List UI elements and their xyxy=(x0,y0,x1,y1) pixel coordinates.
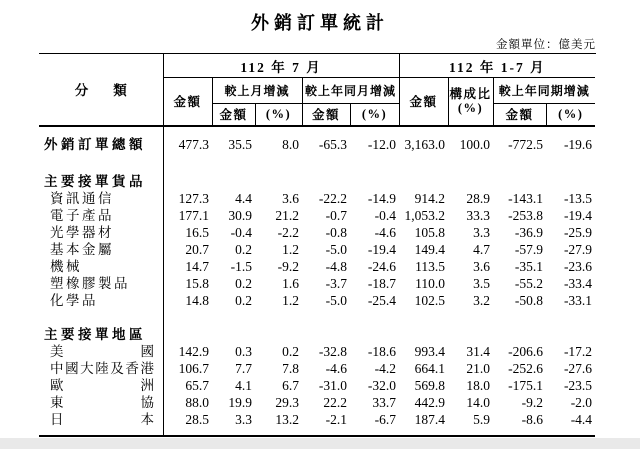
cell-value: 33.3 xyxy=(466,207,491,223)
cell-value: 100.0 xyxy=(459,136,491,152)
row-label: 基本金屬 xyxy=(39,241,163,258)
cell-value: -2.1 xyxy=(325,411,347,427)
table-row xyxy=(39,377,595,394)
cell-value: -0.7 xyxy=(325,207,347,223)
table-row xyxy=(39,292,595,309)
header-pct: (%) xyxy=(558,106,584,121)
table-row xyxy=(39,394,595,411)
cell-value: -25.9 xyxy=(563,224,593,240)
section-spacer xyxy=(163,163,595,190)
cell-value: 6.7 xyxy=(282,377,299,393)
header-amount: 金額 xyxy=(493,104,546,126)
cell-value: 4.4 xyxy=(235,190,252,206)
header-pct: (%) xyxy=(350,104,399,126)
header-amount: 金額 xyxy=(302,104,350,126)
table-body xyxy=(39,126,595,436)
row-label xyxy=(39,360,163,377)
cell-value: 1.6 xyxy=(282,275,299,291)
cell-value: -19.6 xyxy=(563,136,593,152)
cell-value: -0.4 xyxy=(230,224,252,240)
header-yoy-month-change: 較上年同月增減 xyxy=(302,78,399,104)
section-spacer xyxy=(163,309,595,343)
table-row xyxy=(39,275,595,292)
cell-value: 22.2 xyxy=(323,394,347,410)
cell-value: 102.5 xyxy=(414,292,446,308)
cell-value: 13.2 xyxy=(275,411,299,427)
cell-value: 88.0 xyxy=(185,394,209,410)
table-row xyxy=(39,126,595,163)
header-amount: 金額 xyxy=(212,104,255,126)
cell-value: -22.2 xyxy=(318,190,347,206)
page-title: 外銷訂單統計 xyxy=(251,13,389,33)
row-label: 電子產品 xyxy=(39,207,163,224)
cell-value: -4.8 xyxy=(325,258,347,274)
cell-value: -14.9 xyxy=(367,190,397,206)
cell-value: -32.8 xyxy=(318,343,347,359)
cell-value: 15.8 xyxy=(185,275,209,291)
cell-value: 28.5 xyxy=(185,411,209,427)
cell-value: 3.3 xyxy=(235,411,252,427)
table-row xyxy=(39,241,595,258)
cell-value: 3.2 xyxy=(473,292,491,308)
header-amount: 金額 xyxy=(399,78,448,126)
cell-value: -27.6 xyxy=(563,360,593,376)
cell-value: 0.3 xyxy=(235,343,252,359)
cell-value: -3.7 xyxy=(325,275,347,291)
cell-value: -9.2 xyxy=(521,394,544,410)
cell-value: -2.2 xyxy=(277,224,299,240)
table-row xyxy=(39,190,595,207)
cell-value: -4.6 xyxy=(374,224,397,240)
row-label xyxy=(39,377,163,394)
cell-value: -252.6 xyxy=(508,360,544,376)
cell-value: 31.4 xyxy=(466,343,491,359)
row-label: 外銷訂單總額 xyxy=(39,126,163,163)
cell-value: -8.6 xyxy=(521,411,544,427)
cell-value: 0.2 xyxy=(282,343,299,359)
header-category: 分類 xyxy=(39,54,163,126)
row-label: 機械 xyxy=(39,258,163,275)
header-composition-pct: (%) xyxy=(457,101,484,116)
cell-value: -175.1 xyxy=(508,377,544,393)
table-row xyxy=(39,343,595,360)
cell-value: -32.0 xyxy=(367,377,397,393)
cell-value: -33.4 xyxy=(563,275,593,291)
cell-value: 7.8 xyxy=(282,360,299,376)
cell-value: 4.7 xyxy=(473,241,491,257)
table-row xyxy=(39,411,595,436)
cell-value: 187.4 xyxy=(414,411,446,427)
cell-value: 127.3 xyxy=(178,190,209,206)
cell-value: -57.9 xyxy=(514,241,544,257)
table-row xyxy=(39,163,595,190)
header-yoy-period-change: 較上年同期增減 xyxy=(493,78,595,104)
cell-value: 3.6 xyxy=(282,190,299,206)
cell-value: 177.1 xyxy=(178,207,209,223)
row-label: 資訊通信 xyxy=(39,190,163,207)
table-row xyxy=(39,207,595,224)
cell-value: 8.0 xyxy=(282,136,299,152)
cell-value: 149.4 xyxy=(414,241,446,257)
cell-value: 14.7 xyxy=(185,258,209,274)
cell-value: 28.9 xyxy=(466,190,491,206)
cell-value: -4.6 xyxy=(325,360,347,376)
cell-value: 21.0 xyxy=(466,360,491,376)
header-composition-label: 構成比 xyxy=(449,87,492,102)
cell-value: -1.5 xyxy=(230,258,252,274)
cell-value: 21.2 xyxy=(275,207,299,223)
row-label-text: 歐洲 xyxy=(50,377,154,393)
table-row xyxy=(39,309,595,343)
cell-value: 16.5 xyxy=(185,224,209,240)
cell-value: 18.0 xyxy=(466,377,491,393)
cell-value: 0.2 xyxy=(235,275,252,291)
cell-value: -35.1 xyxy=(514,258,544,274)
cell-value: 29.3 xyxy=(275,394,299,410)
cell-value: 1.2 xyxy=(282,292,299,308)
cell-value: -25.4 xyxy=(367,292,397,308)
cell-value: 35.5 xyxy=(228,136,252,152)
row-label: 主要接單貨品 xyxy=(39,163,163,190)
cell-value: -2.0 xyxy=(570,394,593,410)
cell-value: 65.7 xyxy=(185,377,209,393)
cell-value: 19.9 xyxy=(228,394,252,410)
orders-table xyxy=(39,53,595,437)
row-label: 塑橡膠製品 xyxy=(39,275,163,292)
cell-value: -18.7 xyxy=(367,275,397,291)
cell-value: 3.6 xyxy=(473,258,491,274)
cell-value: 569.8 xyxy=(414,377,446,393)
cell-value: -143.1 xyxy=(508,190,544,206)
cell-value: -27.9 xyxy=(563,241,593,257)
cell-value: -206.6 xyxy=(508,343,544,359)
cell-value: 3.5 xyxy=(473,275,491,291)
cell-value: -13.5 xyxy=(563,190,593,206)
cell-value: -5.0 xyxy=(325,292,347,308)
header-mom-change: 較上月增減 xyxy=(212,78,302,104)
cell-value: -24.6 xyxy=(367,258,397,274)
cell-value: 1,053.2 xyxy=(404,207,446,223)
cell-value: 142.9 xyxy=(178,343,209,359)
cell-value: -12.0 xyxy=(367,136,397,152)
row-label: 光學器材 xyxy=(39,224,163,241)
header-composition xyxy=(448,78,493,126)
cell-value: -18.6 xyxy=(367,343,397,359)
cell-value: -23.6 xyxy=(563,258,593,274)
cell-value: -23.5 xyxy=(563,377,593,393)
cell-value: 477.3 xyxy=(178,136,209,152)
row-label xyxy=(39,343,163,360)
cell-value: 7.7 xyxy=(235,360,252,376)
cell-value: -55.2 xyxy=(514,275,544,291)
cell-value: -9.2 xyxy=(277,258,299,274)
cell-value: 0.2 xyxy=(235,292,252,308)
cell-value: 5.9 xyxy=(473,411,491,427)
cell-value: -50.8 xyxy=(514,292,544,308)
row-label-text: 日本 xyxy=(50,411,154,427)
header-pct: (%) xyxy=(255,104,302,126)
cell-value: 442.9 xyxy=(414,394,446,410)
cell-value: -31.0 xyxy=(318,377,347,393)
header-period-current-month: 112 年 7 月 xyxy=(163,54,399,78)
cell-value: 14.8 xyxy=(185,292,209,308)
cell-value: -17.2 xyxy=(563,343,593,359)
table-row xyxy=(39,360,595,377)
cell-value: 664.1 xyxy=(414,360,446,376)
row-label: 化學品 xyxy=(39,292,163,309)
table-header xyxy=(39,54,595,126)
cell-value: -4.4 xyxy=(570,411,593,427)
cell-value: 914.2 xyxy=(414,190,446,206)
cell-value: 113.5 xyxy=(415,258,446,274)
cell-value: -4.2 xyxy=(374,360,397,376)
cell-value: -772.5 xyxy=(508,136,544,152)
cell-value: -36.9 xyxy=(514,224,544,240)
cell-value: 3.3 xyxy=(473,224,491,240)
cell-value: -33.1 xyxy=(563,292,593,308)
header-period-ytd: 112 年 1-7 月 xyxy=(399,54,595,78)
cell-value: -0.8 xyxy=(325,224,347,240)
cell-value: -6.7 xyxy=(374,411,397,427)
cell-value: 30.9 xyxy=(228,207,252,223)
row-label-text: 美國 xyxy=(50,343,154,359)
cell-value: -19.4 xyxy=(367,241,397,257)
row-label-text: 東協 xyxy=(50,394,154,410)
cell-value: -19.4 xyxy=(563,207,593,223)
cell-value: 1.2 xyxy=(282,241,299,257)
header-amount: 金額 xyxy=(163,78,212,126)
cell-value: 110.0 xyxy=(415,275,446,291)
cell-value: 105.8 xyxy=(414,224,446,240)
row-label-text: 中國大陸及香港 xyxy=(50,360,154,376)
table-row xyxy=(39,258,595,275)
row-label xyxy=(39,411,163,436)
row-label: 主要接單地區 xyxy=(39,309,163,343)
cell-value: 14.0 xyxy=(466,394,491,410)
cell-value: -65.3 xyxy=(318,136,347,152)
cell-value: 4.1 xyxy=(235,377,252,393)
cell-value: -0.4 xyxy=(374,207,397,223)
cell-value: 33.7 xyxy=(372,394,397,410)
cell-value: -5.0 xyxy=(325,241,347,257)
cell-value: 0.2 xyxy=(235,241,252,257)
cell-value: 20.7 xyxy=(185,241,209,257)
row-label xyxy=(39,394,163,411)
unit-note: 金額單位：億美元 xyxy=(496,36,596,54)
cell-value: 106.7 xyxy=(178,360,209,376)
cell-value: 993.4 xyxy=(414,343,446,359)
header-row-periods xyxy=(39,54,595,78)
cell-value: -253.8 xyxy=(508,207,544,223)
cell-value: 3,163.0 xyxy=(404,136,446,152)
table-row xyxy=(39,224,595,241)
